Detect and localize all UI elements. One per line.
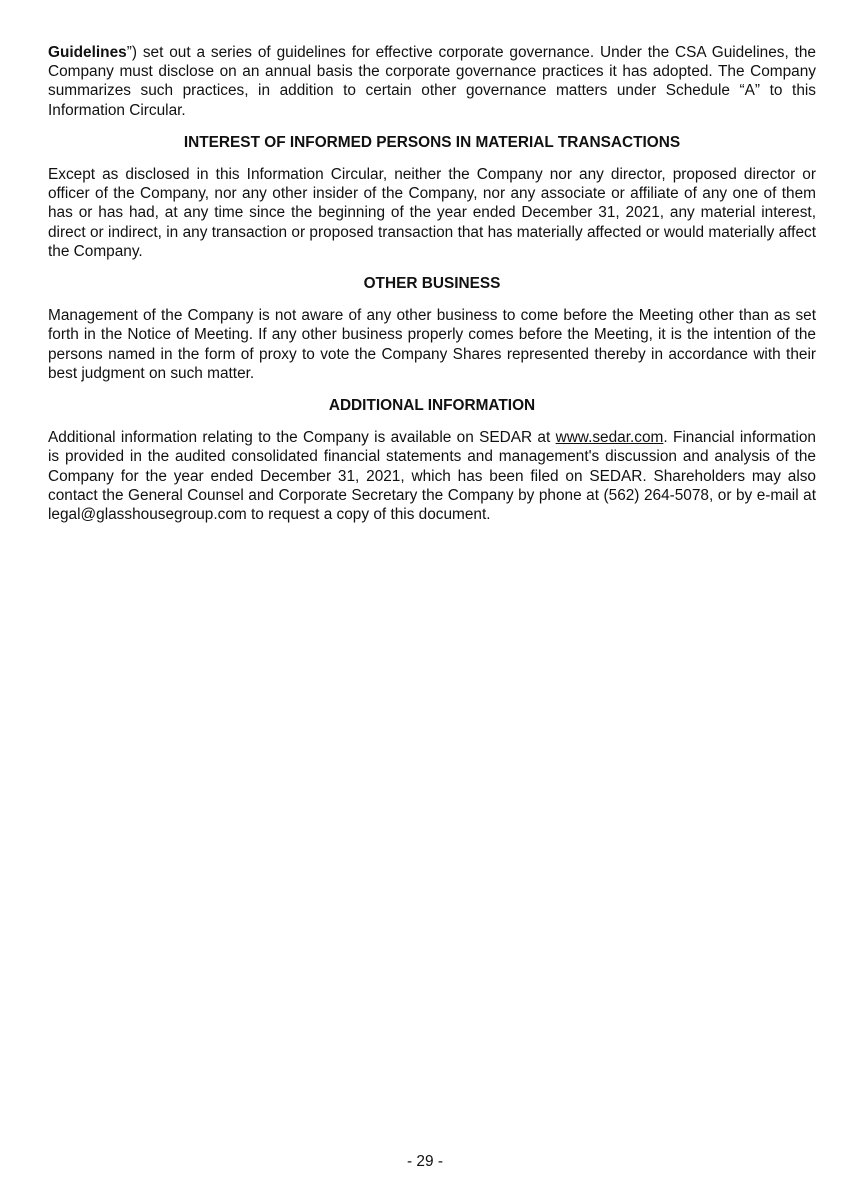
heading-interest-informed-persons: INTEREST OF INFORMED PERSONS IN MATERIAL TRANSACTIONS xyxy=(183,133,681,151)
document-page xyxy=(48,43,816,524)
additional-information-paragraph xyxy=(48,428,816,524)
intro-bold-lead: Guidelines xyxy=(48,44,127,61)
sedar-link[interactable]: www.sedar.com xyxy=(555,429,664,447)
additional-text-before-link: Additional information relating to the Company is available on SEDAR at xyxy=(48,429,556,447)
heading-additional-information: ADDITIONAL INFORMATION xyxy=(328,397,536,415)
other-business-paragraph: Management of the Company is not aware of any other business to come before the Meeting other than as set forth in the Notice of Meeting. If any other business properly comes before the Meeting, it is the intention of the persons named in the form of proxy to vote the Company Shares represented thereby in accordance with their best judgment on such matter. xyxy=(48,307,816,382)
additional-text-after-link: . Financial information is provided in the audited consolidated financial statements and management's discussion and analysis of the Company for the year ended December 31, 2021, which has been filed on SEDAR. Shareholders may also contact the General Counsel and Corporate Secretary the Company by phone at (562) 264-5078, or by e-mail at legal@glasshousegroup.com to request a copy of this document. xyxy=(48,429,816,524)
page-number: - 29 - xyxy=(407,1153,443,1170)
heading-other-business: OTHER BUSINESS xyxy=(363,275,501,293)
intro-text: ”) set out a series of guidelines for effective corporate governance. Under the CSA Guidelines, the Company must disclose on an annual basis the corporate governance practices it has adopted. The Company summarizes such practices, in addition to certain other governance matters under Schedule “A” to this Information Circular. xyxy=(48,44,816,119)
intro-paragraph xyxy=(48,43,816,120)
interest-paragraph: Except as disclosed in this Information Circular, neither the Company nor any director, proposed director or officer of the Company, nor any other insider of the Company, nor any associate or affiliate of any one of them has or has had, at any time since the beginning of the year ended December 31, 2021, any material interest, direct or indirect, in any transaction or proposed transaction that has materially affected or would materially affect the Company. xyxy=(48,166,816,260)
